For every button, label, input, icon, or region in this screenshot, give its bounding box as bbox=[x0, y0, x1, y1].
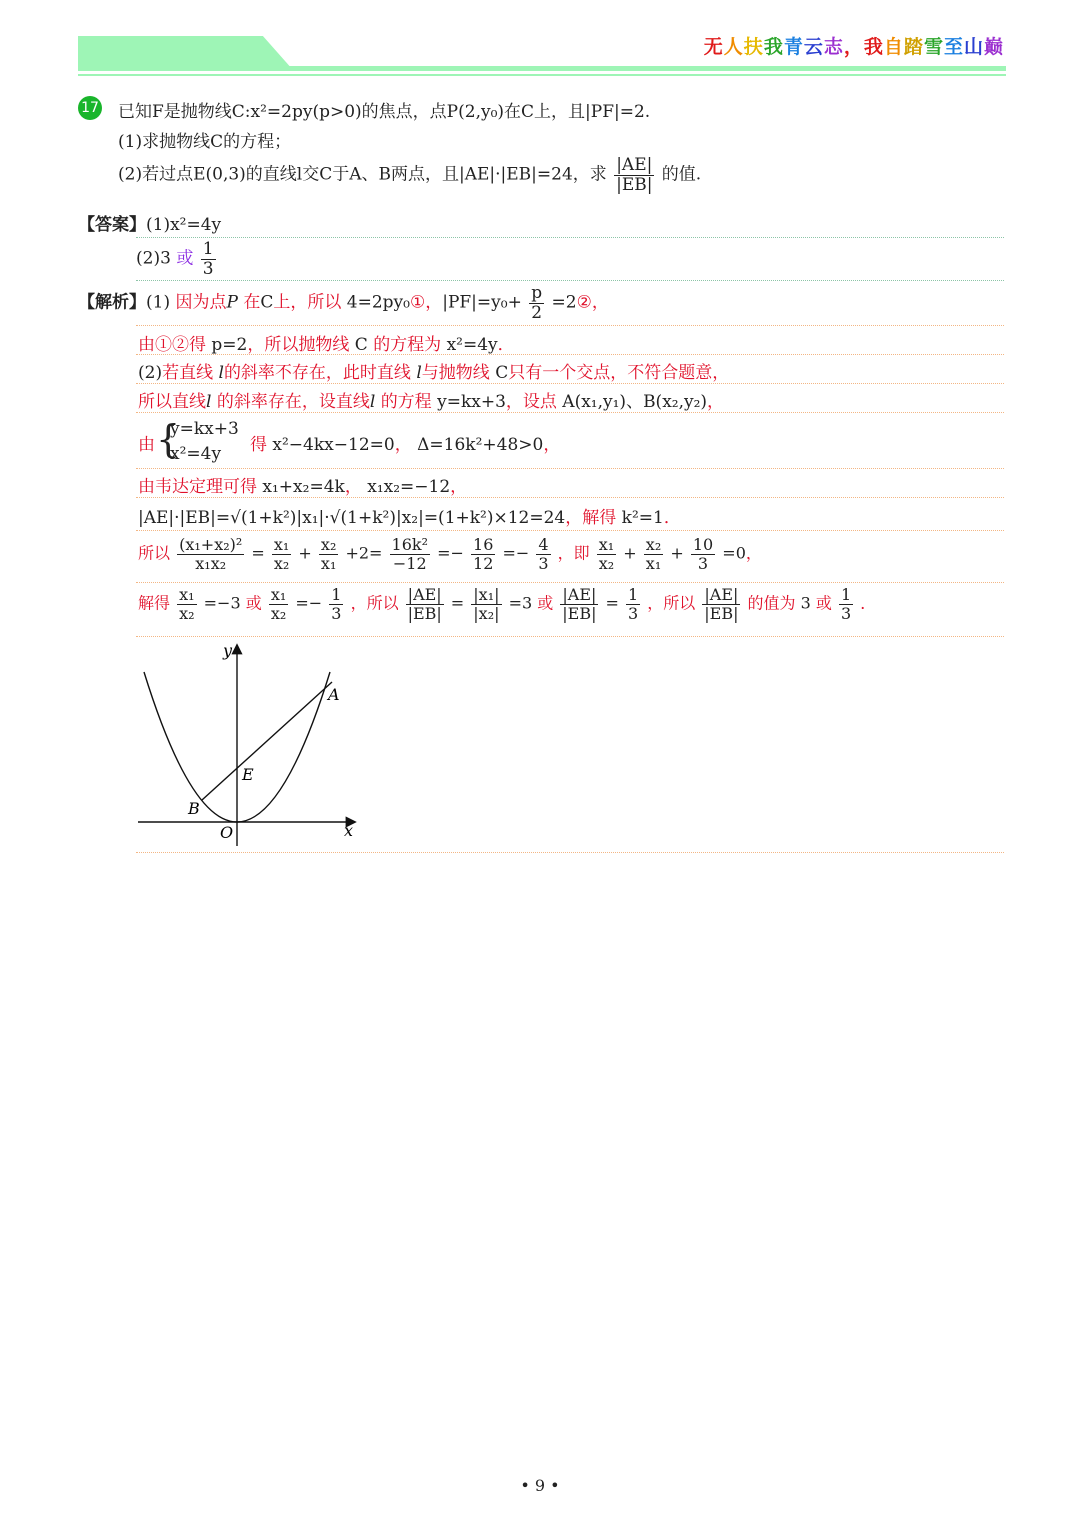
part2-tail: 的值. bbox=[661, 164, 702, 185]
text: 的斜率存在，设直线 bbox=[216, 392, 370, 412]
text: x₁x₂=−12 bbox=[367, 477, 451, 497]
text: ，所以 bbox=[647, 593, 696, 613]
divider bbox=[136, 582, 1004, 583]
text: =0 bbox=[722, 543, 746, 563]
fraction-denominator: |EB| bbox=[407, 603, 442, 623]
fraction-numerator: x₁ bbox=[598, 535, 615, 554]
text: l bbox=[206, 392, 212, 412]
solution-line8 bbox=[138, 536, 762, 572]
system-equation-2: x²=4y bbox=[170, 444, 222, 464]
text: 得 bbox=[250, 435, 267, 455]
solution-line9 bbox=[138, 586, 876, 622]
divider bbox=[136, 497, 1004, 498]
answer-fraction bbox=[201, 240, 216, 278]
text: = bbox=[251, 543, 265, 563]
text: |PF|=y₀+ bbox=[442, 292, 522, 313]
answer-2: (2)3 bbox=[136, 248, 171, 269]
text: 或 bbox=[815, 593, 832, 613]
fraction-denominator: 3 bbox=[841, 603, 852, 623]
slogan-char: 雪 bbox=[923, 36, 944, 58]
solution-line4 bbox=[138, 387, 724, 412]
fraction-denominator: |EB| bbox=[562, 603, 597, 623]
line-ab bbox=[202, 682, 332, 800]
fraction-numerator: (x₁+x₂)² bbox=[179, 535, 243, 554]
point-e-label: E bbox=[242, 765, 254, 784]
text: + bbox=[298, 543, 312, 563]
fraction-numerator: |AE| bbox=[704, 585, 739, 604]
slogan-char: 我 bbox=[863, 36, 884, 58]
text: ②， bbox=[576, 292, 609, 313]
slogan-char: 青 bbox=[783, 36, 804, 58]
text: 3 bbox=[800, 593, 811, 613]
text: ， bbox=[707, 392, 725, 412]
point-a-label: A bbox=[328, 685, 340, 704]
text: ． bbox=[497, 335, 515, 355]
text: C bbox=[260, 292, 274, 313]
fraction-numerator: |AE| bbox=[616, 155, 653, 175]
fraction-denominator: |EB| bbox=[616, 174, 653, 195]
brace-icon: { bbox=[156, 417, 181, 461]
fraction-denominator: x₂ bbox=[270, 603, 287, 623]
slogan-char: 巅 bbox=[983, 36, 1004, 58]
text: 在 bbox=[243, 292, 261, 313]
text: (1) bbox=[146, 292, 171, 313]
solution-line6 bbox=[138, 472, 467, 497]
fraction-denominator: x₁ bbox=[320, 553, 337, 573]
problem-stem: 已知F是抛物线C:x²=2py(p>0)的焦点，点P(2,y₀)在C上，且|PF|=2. bbox=[118, 102, 651, 122]
origin-label: O bbox=[220, 823, 234, 842]
text: =− bbox=[502, 543, 530, 563]
text: 所以直线 bbox=[138, 392, 206, 412]
fraction-numerator: 1 bbox=[841, 585, 852, 604]
text: 上，所以 bbox=[273, 292, 342, 313]
solution-label: 【解析】 bbox=[78, 292, 146, 313]
fraction-numerator: 10 bbox=[692, 535, 714, 554]
answer-line1 bbox=[78, 210, 221, 235]
fraction bbox=[329, 586, 343, 622]
text: 由 bbox=[138, 435, 155, 455]
fraction bbox=[691, 536, 715, 572]
text: 的值为 bbox=[747, 593, 796, 613]
text: x²−4kx−12=0 bbox=[272, 435, 395, 455]
divider bbox=[136, 468, 1004, 469]
parabola-figure bbox=[136, 640, 366, 855]
text: y=kx+3 bbox=[437, 392, 506, 412]
fraction bbox=[390, 536, 430, 572]
fraction bbox=[319, 536, 338, 572]
divider bbox=[136, 530, 1004, 531]
header-rule-thin bbox=[78, 74, 1006, 76]
text: + bbox=[670, 543, 684, 563]
fraction-numerator: 1 bbox=[628, 585, 639, 604]
fraction-numerator: x₂ bbox=[320, 535, 337, 554]
fraction-numerator: |AE| bbox=[562, 585, 597, 604]
slogan-char: 我 bbox=[763, 36, 784, 58]
text: 的斜率不存在，此时直线 bbox=[223, 363, 411, 383]
text: ， bbox=[394, 435, 412, 455]
text: ①， bbox=[409, 292, 443, 313]
text: =−3 bbox=[203, 593, 241, 613]
fraction-denominator: |EB| bbox=[704, 603, 739, 623]
point-b-label: B bbox=[188, 799, 200, 818]
text: ，即 bbox=[557, 543, 590, 563]
divider bbox=[136, 852, 1004, 853]
problem-part1: (1)求抛物线C的方程； bbox=[118, 132, 292, 152]
text: ． bbox=[860, 593, 877, 613]
fraction bbox=[177, 536, 244, 572]
part2-text: (2)若过点E(0,3)的直线l交C于A、B两点，且|AE|·|EB|=24，求 bbox=[118, 164, 607, 185]
slogan-char: 扶 bbox=[743, 36, 764, 58]
text: = bbox=[450, 593, 465, 613]
answer-or: 或 bbox=[176, 248, 194, 269]
header-rule bbox=[78, 66, 1006, 71]
header-band bbox=[78, 36, 293, 70]
text: Δ=16k²+48>0 bbox=[417, 435, 544, 455]
text: k²=1 bbox=[621, 508, 664, 528]
text: l bbox=[369, 392, 376, 412]
divider bbox=[136, 354, 1004, 355]
divider bbox=[136, 325, 1004, 326]
fraction bbox=[644, 536, 663, 572]
text: 所以 bbox=[138, 543, 171, 563]
solution-line2 bbox=[138, 330, 515, 355]
divider bbox=[136, 412, 1004, 413]
text: p=2 bbox=[211, 335, 248, 355]
text: 或 bbox=[537, 593, 554, 613]
slogan-char: 自 bbox=[883, 36, 904, 58]
fraction-denominator: 12 bbox=[473, 553, 494, 573]
solution-line5-rest bbox=[250, 430, 560, 455]
text: C bbox=[495, 363, 509, 383]
divider bbox=[136, 280, 1004, 281]
text: ，解得 bbox=[565, 508, 617, 528]
text: (2) bbox=[138, 363, 163, 383]
fraction bbox=[177, 586, 196, 622]
divider bbox=[136, 636, 1004, 637]
fraction-numerator: 1 bbox=[202, 239, 214, 259]
fraction bbox=[560, 586, 598, 622]
text: 与抛物线 bbox=[421, 363, 490, 383]
fraction bbox=[406, 586, 444, 622]
slogan-char: 至 bbox=[943, 36, 964, 58]
fraction-denominator: 3 bbox=[538, 553, 549, 573]
slogan-char: ， bbox=[843, 36, 864, 58]
fraction bbox=[269, 586, 288, 622]
text: ． bbox=[663, 508, 681, 528]
slogan-char: 志 bbox=[823, 36, 844, 58]
fraction bbox=[702, 586, 740, 622]
problem-part2 bbox=[118, 156, 701, 194]
slogan-char: 无 bbox=[703, 36, 724, 58]
text: x²=4y bbox=[446, 335, 498, 355]
answer-label: 【答案】 bbox=[78, 215, 146, 235]
fraction-numerator: x₁ bbox=[273, 535, 290, 554]
solution-line7 bbox=[138, 503, 681, 528]
text: =2 bbox=[551, 292, 577, 313]
text: ， bbox=[344, 477, 362, 497]
y-axis-label: y bbox=[223, 641, 233, 660]
fraction-numerator: 16 bbox=[473, 535, 494, 554]
fraction-numerator: |AE| bbox=[407, 585, 442, 604]
fraction-denominator: −12 bbox=[392, 553, 427, 573]
text: 由①②得 bbox=[138, 335, 206, 355]
fraction bbox=[839, 586, 853, 622]
answer-1: (1)x²=4y bbox=[146, 215, 222, 235]
fraction bbox=[272, 536, 291, 572]
fraction bbox=[471, 586, 501, 622]
slogan-char: 山 bbox=[963, 36, 984, 58]
fraction-denominator: x₂ bbox=[179, 603, 195, 623]
fraction-denominator: x₁ bbox=[645, 553, 662, 573]
part2-fraction bbox=[614, 156, 654, 194]
text: ，所以抛物线 bbox=[247, 335, 350, 355]
text: ， bbox=[543, 435, 561, 455]
divider bbox=[136, 383, 1004, 384]
solution-line5 bbox=[138, 430, 155, 455]
fraction-numerator: p bbox=[531, 283, 543, 303]
system-equation-1: y=kx+3 bbox=[170, 419, 239, 439]
x-axis-label: x bbox=[344, 821, 354, 840]
text: P bbox=[226, 292, 238, 313]
text: +2= bbox=[345, 543, 383, 563]
fraction-denominator: 2 bbox=[531, 302, 543, 323]
text: ， bbox=[450, 477, 468, 497]
fraction-denominator: x₁x₂ bbox=[195, 553, 227, 573]
fraction bbox=[626, 586, 640, 622]
fraction-numerator: 16k² bbox=[391, 535, 429, 554]
answer-line2 bbox=[136, 240, 218, 278]
text: = bbox=[605, 593, 619, 613]
text: 由韦达定理可得 bbox=[138, 477, 257, 497]
text: 若直线 bbox=[162, 363, 214, 383]
fraction-denominator: x₂ bbox=[598, 553, 615, 573]
fraction-denominator: x₂ bbox=[273, 553, 290, 573]
text: + bbox=[623, 543, 637, 563]
solution-line3 bbox=[138, 358, 729, 383]
fraction-denominator: 3 bbox=[697, 553, 709, 573]
fraction-numerator: x₂ bbox=[645, 535, 662, 554]
slogan-char: 云 bbox=[803, 36, 824, 58]
fraction bbox=[471, 536, 495, 572]
divider bbox=[136, 237, 1004, 238]
fraction bbox=[529, 284, 544, 322]
text: x₁+x₂=4k bbox=[262, 477, 345, 497]
text: l bbox=[416, 363, 422, 383]
fraction-numerator: x₁ bbox=[270, 585, 287, 604]
text: 的方程为 bbox=[373, 335, 442, 355]
fraction bbox=[597, 536, 616, 572]
text: ，所以 bbox=[350, 593, 399, 613]
fraction-denominator: 3 bbox=[202, 258, 214, 279]
text: =− bbox=[437, 543, 464, 563]
text: 因为点 bbox=[175, 292, 227, 313]
fraction-denominator: |x₂| bbox=[473, 603, 500, 623]
text: |AE|·|EB|=√(1+k²)|x₁|·√(1+k²)|x₂|=(1+k²)×12=24 bbox=[138, 508, 566, 528]
text: ， bbox=[745, 543, 762, 563]
slogan-char: 踏 bbox=[903, 36, 924, 58]
text: 只有一个交点，不符合题意， bbox=[508, 363, 730, 383]
text: C bbox=[354, 335, 368, 355]
fraction-denominator: 3 bbox=[628, 603, 639, 623]
text: l bbox=[218, 363, 224, 383]
fraction-numerator: 4 bbox=[538, 535, 549, 554]
text: 的方程 bbox=[380, 392, 432, 412]
text: =− bbox=[295, 593, 323, 613]
solution-line1 bbox=[78, 284, 609, 322]
text: =3 bbox=[508, 593, 533, 613]
fraction-numerator: 1 bbox=[331, 585, 342, 604]
text: ，设点 bbox=[505, 392, 557, 412]
page-number: • 9 • bbox=[520, 1476, 560, 1495]
text: 4=2py₀ bbox=[346, 292, 410, 313]
text: 解得 bbox=[138, 593, 171, 613]
fraction-numerator: x₁ bbox=[179, 585, 195, 604]
text: A(x₁,y₁)、B(x₂,y₂) bbox=[562, 392, 708, 412]
header-slogan bbox=[704, 32, 1004, 59]
fraction bbox=[536, 536, 550, 572]
text: 或 bbox=[245, 593, 262, 613]
problem-number-badge: 17 bbox=[78, 96, 102, 120]
slogan-char: 人 bbox=[723, 36, 744, 58]
fraction-numerator: |x₁| bbox=[473, 585, 500, 604]
fraction-denominator: 3 bbox=[331, 603, 342, 623]
